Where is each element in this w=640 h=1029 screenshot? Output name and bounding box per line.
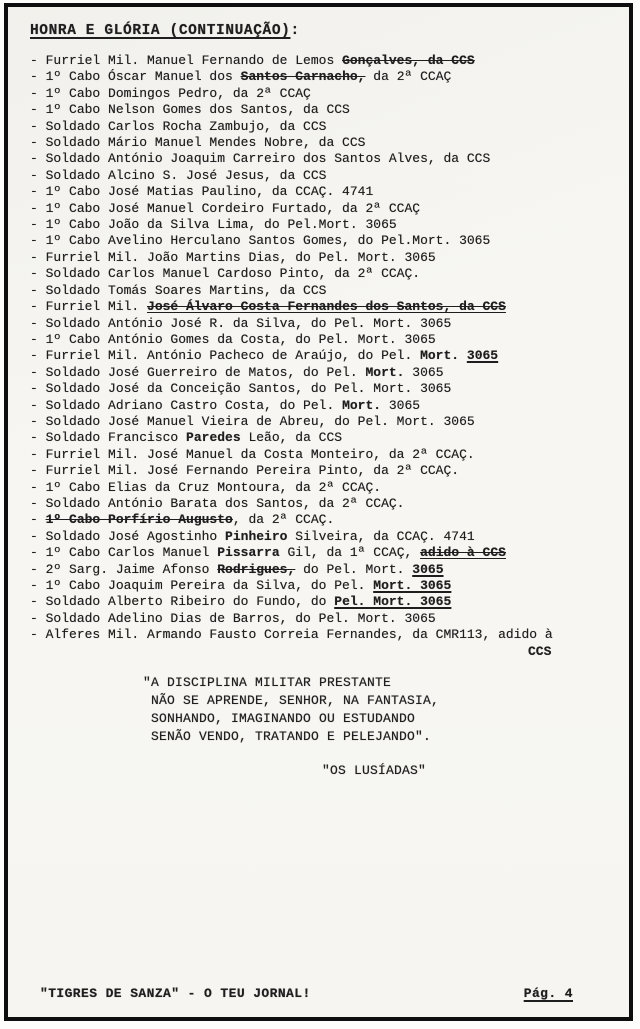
list-item <box>30 69 615 85</box>
list-text: 1º Cabo Elias da Cruz Montoura, da 2ª CCAÇ. <box>45 479 382 495</box>
list-item <box>30 480 615 496</box>
roster-list <box>30 53 615 644</box>
list-bullet: - <box>30 610 46 626</box>
list-text: Furriel Mil. José Manuel da Costa Monteiro, da 2ª CCAÇ. <box>45 446 475 462</box>
list-bullet: - <box>30 479 46 495</box>
list-text: Mort. 3065 <box>373 578 452 593</box>
roster-continuation-text: CCS <box>528 643 552 659</box>
list-text: Pissarra <box>217 545 280 561</box>
list-bullet: - <box>30 233 46 249</box>
list-item <box>30 201 615 217</box>
list-text: Furriel Mil. António Pacheco de Araújo, do Pel. <box>45 348 421 364</box>
list-bullet: - <box>30 53 46 68</box>
list-item <box>30 299 615 315</box>
list-bullet: - <box>30 397 46 413</box>
list-bullet: - <box>30 184 46 200</box>
list-text: 1º Cabo Porfírio Augusto <box>45 512 233 528</box>
quote-attribution: "OS LUSÍADAS" <box>322 763 427 779</box>
list-bullet: - <box>30 413 46 429</box>
list-text: 1º Cabo Carlos Manuel <box>45 545 218 561</box>
list-item <box>30 184 615 200</box>
list-bullet: - <box>30 381 46 397</box>
list-text: 1º Cabo Avelino Herculano Santos Gomes, do Pel.Mort. 3065 <box>45 233 491 249</box>
list-bullet: - <box>30 315 46 331</box>
list-text: Gonçalves, da CCS <box>342 53 475 68</box>
list-bullet: - <box>30 512 46 528</box>
list-text: Soldado António Joaquim Carreiro dos Santos Alves, da CCS <box>45 151 491 167</box>
list-text: 3065 <box>466 348 499 364</box>
list-text: 3065 <box>381 397 421 413</box>
list-text: Santos Carnacho, <box>240 69 366 85</box>
footer-journal-title: "TIGRES DE SANZA" - O TEU JORNAL! <box>40 986 311 1001</box>
list-item <box>30 430 615 446</box>
list-text: Alferes Mil. Armando Fausto Correia Fernandes, da CMR113, adido à <box>45 627 553 643</box>
list-bullet: - <box>30 348 46 364</box>
list-text: Soldado Mário Manuel Mendes Nobre, da CCS <box>45 135 366 151</box>
quote-line: NÃO SE APRENDE, SENHOR, NA FANTASIA, <box>143 693 440 709</box>
list-bullet: - <box>30 135 46 151</box>
list-item <box>30 86 615 102</box>
page-title-colon: : <box>290 23 300 39</box>
list-bullet: - <box>30 495 46 511</box>
list-item <box>30 316 615 332</box>
list-text: Pel. Mort. 3065 <box>334 594 452 610</box>
list-text: Furriel Mil. José Fernando Pereira Pinto, da 2ª CCAÇ. <box>45 463 460 479</box>
list-bullet: - <box>30 627 46 643</box>
quote-block <box>143 674 615 780</box>
quote-line: SENÃO VENDO, TRATANDO E PELEJANDO". <box>143 729 432 745</box>
list-bullet: - <box>30 578 46 593</box>
list-bullet: - <box>30 167 46 183</box>
list-item <box>30 250 615 266</box>
document-page <box>4 3 633 1021</box>
list-bullet: - <box>30 85 46 101</box>
page-footer <box>30 986 615 1007</box>
list-text: 2º Sarg. Jaime Afonso <box>45 561 218 577</box>
list-text: 3065 <box>412 561 444 577</box>
list-text: Soldado Carlos Rocha Zambujo, da CCS <box>45 118 327 134</box>
list-bullet: - <box>30 463 46 479</box>
list-text: adido à CCS <box>420 545 506 561</box>
list-item <box>30 512 615 528</box>
list-text: Pinheiro <box>225 528 288 544</box>
list-text: , da 2ª CCAÇ. <box>232 512 335 528</box>
list-text: Soldado Adriano Castro Costa, do Pel. <box>45 397 343 413</box>
list-text: José Álvaro Costa Fernandes dos Santos, da CCS <box>147 299 506 315</box>
list-bullet: - <box>30 561 46 577</box>
list-item <box>30 348 615 364</box>
list-text: Soldado José da Conceição Santos, do Pel. Mort. 3065 <box>45 381 452 397</box>
list-text: Soldado Francisco <box>45 430 187 446</box>
list-text: 3065 <box>404 364 444 380</box>
list-bullet: - <box>30 217 46 233</box>
list-text: Soldado José Guerreiro de Matos, do Pel. <box>45 364 366 380</box>
list-item <box>30 529 615 545</box>
list-text: Soldado Alberto Ribeiro do Fundo, do <box>45 594 335 610</box>
list-text: Soldado Adelino Dias de Barros, do Pel. Mort. 3065 <box>45 610 436 626</box>
list-bullet: - <box>30 266 46 282</box>
list-item <box>30 578 615 594</box>
quote-lines <box>143 674 615 746</box>
list-text: Soldado António Barata dos Santos, da 2ª CCAÇ. <box>45 495 405 511</box>
list-text: Soldado Alcino S. José Jesus, da CCS <box>45 167 327 183</box>
list-item <box>30 217 615 233</box>
list-item <box>30 545 615 561</box>
list-text: Soldado Tomás Soares Martins, da CCS <box>45 282 327 298</box>
list-item <box>30 283 615 299</box>
list-text: Gil, da 1ª CCAÇ, <box>279 545 421 561</box>
list-text: Silveira, da CCAÇ. 4741 <box>287 528 475 544</box>
list-item <box>30 233 615 249</box>
page-title <box>30 23 615 39</box>
list-text: Furriel Mil. <box>45 299 148 315</box>
list-item <box>30 332 615 348</box>
list-bullet: - <box>30 446 46 462</box>
list-bullet: - <box>30 430 46 446</box>
page-number: Pág. 4 <box>523 986 573 1001</box>
list-bullet: - <box>30 102 46 118</box>
list-bullet: - <box>30 249 46 265</box>
list-item <box>30 627 615 643</box>
list-item <box>30 463 615 479</box>
page-title-text: HONRA E GLÓRIA (CONTINUAÇÃO) <box>30 23 291 39</box>
list-bullet: - <box>30 200 46 216</box>
list-text: 1º Cabo Óscar Manuel dos <box>45 69 241 85</box>
list-item <box>30 53 615 69</box>
list-bullet: - <box>30 545 46 561</box>
quote-line: "A DISCIPLINA MILITAR PRESTANTE <box>143 675 392 691</box>
quote-line: SONHANDO, IMAGINANDO OU ESTUDANDO <box>143 711 416 727</box>
list-text: Soldado António José R. da Silva, do Pel. Mort. 3065 <box>45 315 452 331</box>
list-item <box>30 365 615 381</box>
list-text: 1º Cabo José Matias Paulino, da CCAÇ. 4741 <box>45 184 374 200</box>
list-text: Mort. <box>365 364 405 380</box>
list-bullet: - <box>30 299 46 315</box>
list-text: 1º Cabo João da Silva Lima, do Pel.Mort. 3065 <box>45 217 397 233</box>
list-item <box>30 594 615 610</box>
list-item <box>30 102 615 118</box>
list-text: 1º Cabo Nelson Gomes dos Santos, da CCS <box>45 102 350 118</box>
list-text: Soldado Carlos Manuel Cardoso Pinto, da 2ª CCAÇ. <box>45 266 421 282</box>
list-item <box>30 496 615 512</box>
list-bullet: - <box>30 528 46 544</box>
list-text: 1º Cabo Domingos Pedro, da 2ª CCAÇ <box>45 85 311 101</box>
list-item <box>30 414 615 430</box>
list-text: Soldado José Manuel Vieira de Abreu, do Pel. Mort. 3065 <box>45 413 475 429</box>
list-item <box>30 398 615 414</box>
list-text: Soldado José Agostinho <box>45 528 226 544</box>
list-item <box>30 562 615 578</box>
list-bullet: - <box>30 364 46 380</box>
list-item <box>30 168 615 184</box>
list-bullet: - <box>30 331 46 347</box>
list-item <box>30 119 615 135</box>
list-text: Rodrigues, <box>217 561 296 577</box>
list-text: Furriel Mil. Manuel Fernando de Lemos <box>45 53 343 68</box>
list-text: Paredes <box>186 430 241 446</box>
list-item <box>30 611 615 627</box>
list-item <box>30 381 615 397</box>
list-bullet: - <box>30 69 46 85</box>
list-bullet: - <box>30 594 46 610</box>
list-text: 1º Cabo José Manuel Cordeiro Furtado, da 2ª CCAÇ <box>45 200 421 216</box>
list-text: da 2ª CCAÇ <box>365 69 452 85</box>
list-text: 1º Cabo Joaquim Pereira da Silva, do Pel. <box>45 578 374 593</box>
list-bullet: - <box>30 151 46 167</box>
list-text: Furriel Mil. João Martins Dias, do Pel. Mort. 3065 <box>45 249 436 265</box>
list-bullet: - <box>30 118 46 134</box>
list-item <box>30 447 615 463</box>
list-item <box>30 135 615 151</box>
list-text: Leão, da CCS <box>240 430 343 446</box>
list-item <box>30 266 615 282</box>
list-bullet: - <box>30 282 46 298</box>
list-text: Mort. <box>342 397 382 413</box>
list-text: 1º Cabo António Gomes da Costa, do Pel. Mort. 3065 <box>45 331 436 347</box>
list-text: Mort. <box>420 348 467 364</box>
list-text: do Pel. Mort. <box>295 561 413 577</box>
list-item <box>30 151 615 167</box>
